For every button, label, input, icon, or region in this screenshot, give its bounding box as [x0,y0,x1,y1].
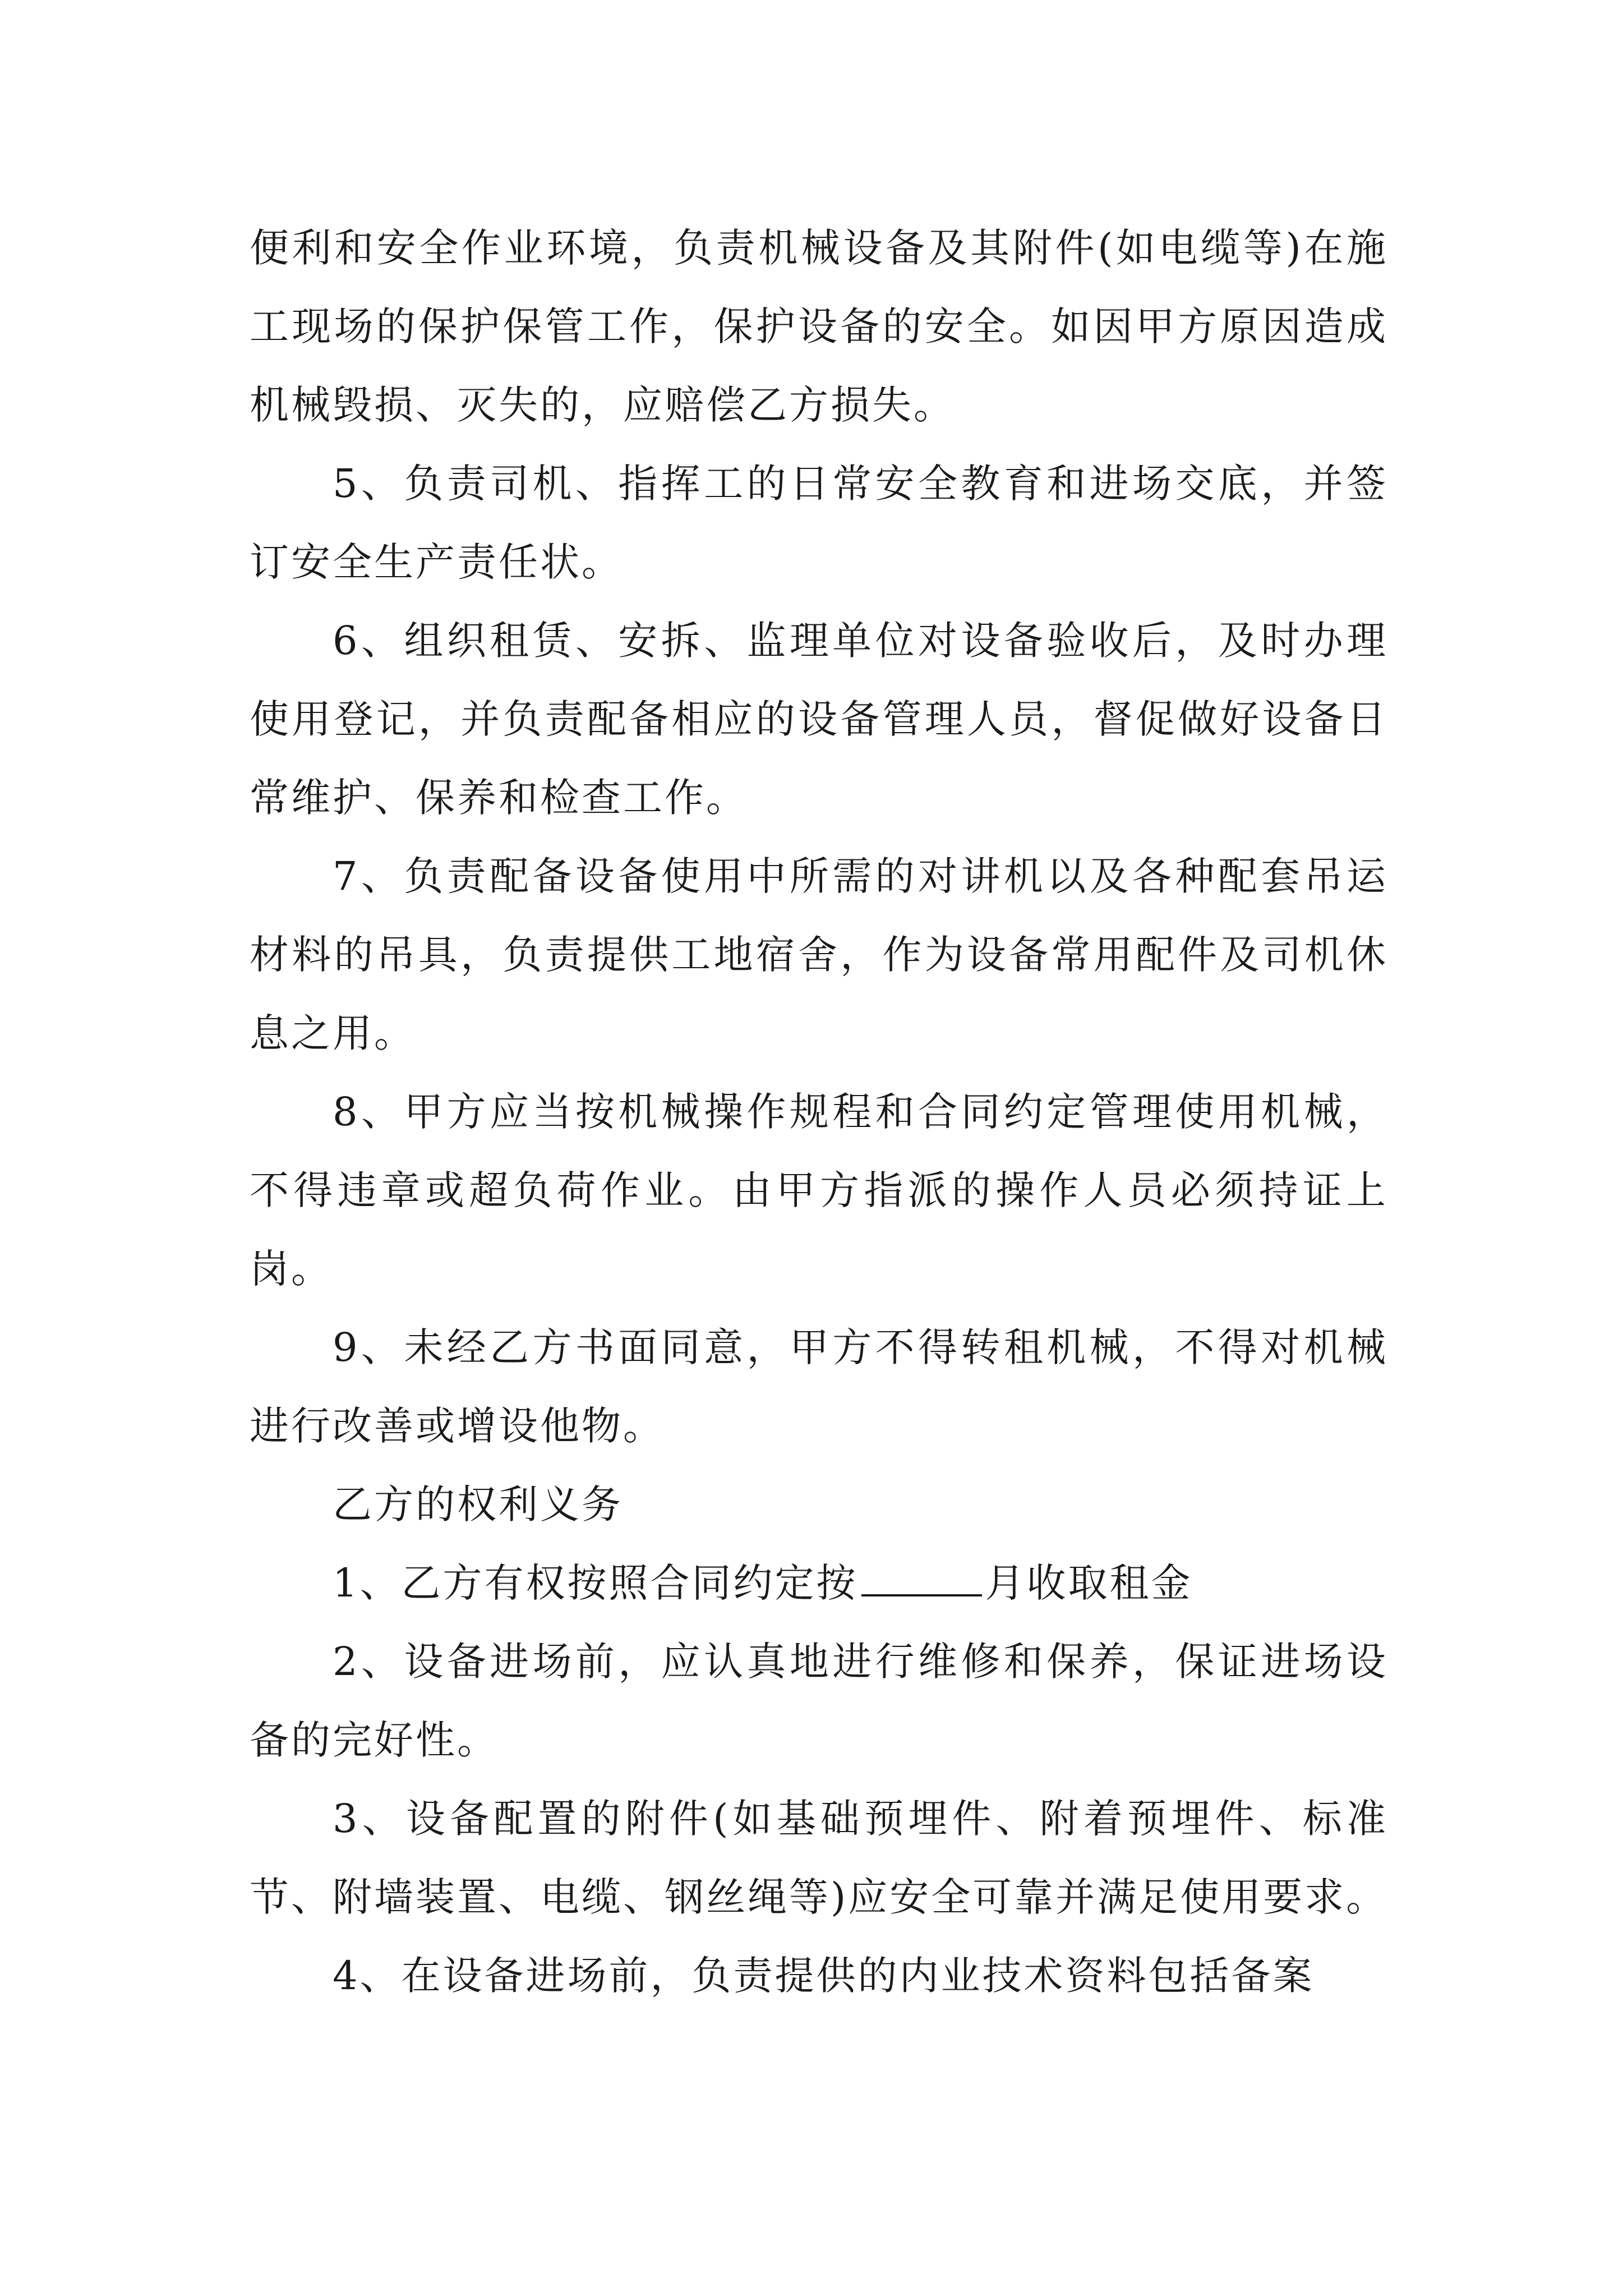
paragraph-item-9: 9、未经乙方书面同意，甲方不得转租机械，不得对机械进行改善或增设他物。 [250,1324,1388,1449]
paragraph-item-5: 5、负责司机、指挥工的日常安全教育和进场交底，并签订安全生产责任状。 [250,461,1388,585]
document-body [250,209,1388,2015]
paragraph-continuation: 便利和安全作业环境，负责机械设备及其附件(如电缆等)在施工现场的保护保管工作，保护设备的安全。如因甲方原因造成机械毁损、灭失的，应赔偿乙方损失。 [250,225,1388,428]
paragraph-b-item-2: 2、设备进场前，应认真地进行维修和保养，保证进场设备的完好性。 [250,1639,1388,1763]
fill-in-blank [861,1561,982,1596]
paragraph-b-item-1 [250,1544,1388,1622]
paragraph-b-item-4: 4、在设备进场前，负责提供的内业技术资料包括备案 [333,1953,1315,1999]
paragraph-b-item-1-before: 1、乙方有权按照合同约定按 [333,1560,858,1606]
paragraph-item-8: 8、甲方应当按机械操作规程和合同约定管理使用机械，不得违章或超负荷作业。由甲方指派的操作人员必须持证上岗。 [250,1089,1388,1292]
paragraph-item-7: 7、负责配备设备使用中所需的对讲机以及各种配套吊运材料的吊具，负责提供工地宿舍，作为设备常用配件及司机休息之用。 [250,853,1388,1056]
paragraph-b-item-1-after: 月收取租金 [985,1560,1193,1606]
paragraph-item-6: 6、组织租赁、安拆、监理单位对设备验收后，及时办理使用登记，并负责配备相应的设备管理人员，督促做好设备日常维护、保养和检查工作。 [250,618,1388,821]
section-heading-party-b-rights: 乙方的权利义务 [333,1481,623,1527]
paragraph-b-item-3: 3、设备配置的附件(如基础预埋件、附着预埋件、标准节、附墙装置、电缆、钢丝绳等)应安全可靠并满足使用要求。 [250,1796,1388,1920]
